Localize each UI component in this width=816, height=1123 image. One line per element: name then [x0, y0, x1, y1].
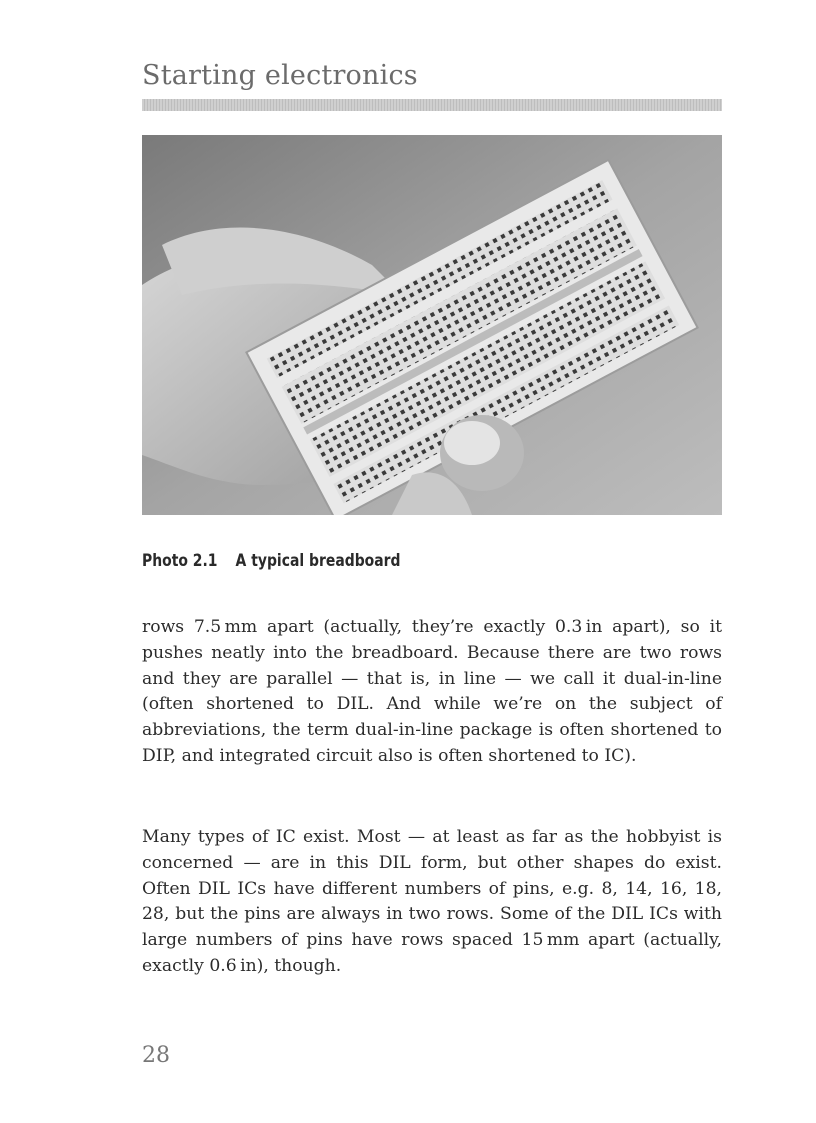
figure-caption	[142, 551, 401, 571]
page-number: 28	[142, 1043, 170, 1068]
running-header: Starting electronics	[142, 60, 418, 91]
figure-number: Photo 2.1	[142, 551, 218, 571]
body-paragraph-1: rows 7.5 mm apart (actually, they’re exactly 0.3 in apart), so it pushes neatly into the breadboard. Because there are two rows and they are parallel — that is, in line — we call it dual-in-line (often shortened to DIL. And while we’re on the subject of abbreviations, the term dual-in-line package is often shortened to DIP, and integrated circuit also is often shortened to IC).	[142, 617, 722, 766]
breadboard-photo-illustration	[142, 135, 722, 515]
breadboard-photo	[142, 135, 722, 515]
body-paragraph-2: Many types of IC exist. Most — at least as far as the hobbyist is concerned — are in this DIL form, but other shapes do exist. Often DIL ICs have different numbers of pins, e.g. 8, 14, 16, 18, 28, but the pins are always in two rows. Some of the DIL ICs with large numbers of pins have rows spaced 15 mm apart (actually, exactly 0.6 in), though.	[142, 827, 722, 976]
header-rule	[142, 99, 722, 111]
figure-caption-text: A typical breadboard	[235, 551, 401, 571]
